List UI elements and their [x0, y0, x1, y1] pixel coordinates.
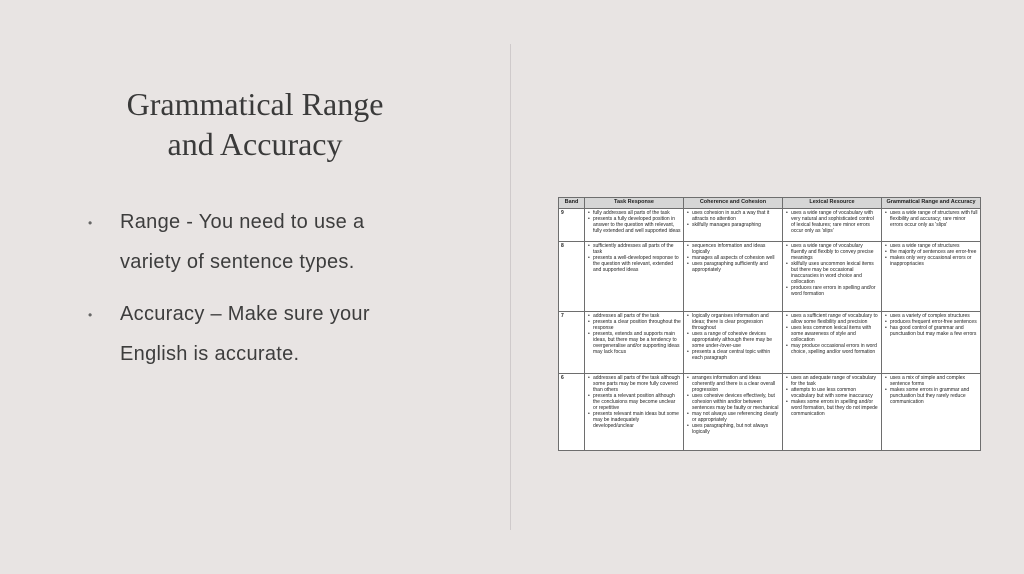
criteria-list	[785, 210, 879, 234]
criteria-list	[686, 375, 780, 435]
vertical-divider	[510, 44, 511, 530]
task-cell	[585, 209, 684, 242]
criteria-item: • arranges information and ideas coherently and there is a clear overall progression	[691, 375, 780, 393]
bullet-list	[88, 202, 418, 386]
bullet-text: Range - You need to use a variety of sentence types.	[120, 211, 365, 273]
lexical-cell	[783, 209, 882, 242]
criteria-list	[884, 313, 978, 337]
criteria-item: • uses cohesion in such a way that it attracts no attention	[691, 210, 780, 222]
criteria-item: • addresses all parts of the task	[592, 313, 681, 319]
criteria-item: • uses a wide range of structures with full flexibility and accuracy; rare minor errors occur only as 'slips'	[889, 210, 978, 228]
criteria-item: • sufficiently addresses all parts of the task	[592, 243, 681, 255]
bullet-item	[88, 202, 418, 282]
criteria-item: • presents relevant main ideas but some may be inadequately developed/unclear	[592, 411, 681, 429]
criteria-list	[686, 243, 780, 273]
header-task-response: Task Response	[585, 198, 684, 209]
criteria-list	[686, 313, 780, 361]
criteria-item: • addresses all parts of the task although some parts may be more fully covered than others	[592, 375, 681, 393]
title-line-2: and Accuracy	[167, 126, 343, 162]
band-cell: 8	[559, 242, 585, 312]
criteria-list	[587, 243, 681, 273]
band-cell: 6	[559, 373, 585, 450]
bullet-dot-icon: •	[88, 308, 93, 322]
task-cell	[585, 311, 684, 373]
bullet-item	[88, 294, 418, 374]
criteria-list	[884, 243, 978, 267]
header-lexical: Lexical Resource	[783, 198, 882, 209]
grammar-cell	[882, 242, 981, 312]
title-line-1: Grammatical Range	[126, 86, 384, 122]
criteria-item: • produces frequent error-free sentences	[889, 319, 978, 325]
criteria-list	[785, 375, 879, 417]
criteria-item: • makes only very occasional errors or inappropriacies	[889, 255, 978, 267]
criteria-list	[587, 210, 681, 234]
criteria-item: • uses cohesive devices effectively, but cohesion within and/or between sentences may be faulty or mechanical	[691, 393, 780, 411]
criteria-item: • sequences information and ideas logically	[691, 243, 780, 255]
table-row	[559, 311, 981, 373]
criteria-list	[785, 243, 879, 297]
criteria-item: • uses a wide range of vocabulary fluently and flexibly to convey precise meanings	[790, 243, 879, 261]
table-row	[559, 242, 981, 312]
criteria-item: • uses a range of cohesive devices appropriately although there may be some under-/over-use	[691, 331, 780, 349]
criteria-item: • uses paragraphing sufficiently and appropriately	[691, 261, 780, 273]
bullet-text: Accuracy – Make sure your English is accurate.	[120, 303, 370, 365]
grammar-cell	[882, 209, 981, 242]
criteria-item: • attempts to use less common vocabulary but with some inaccuracy	[790, 387, 879, 399]
slide-title	[80, 84, 430, 164]
criteria-item: • logically organises information and ideas; there is clear progression throughout	[691, 313, 780, 331]
criteria-item: • presents a relevant position although the conclusions may become unclear or repetitive	[592, 393, 681, 411]
task-cell	[585, 242, 684, 312]
rubric-table	[558, 197, 981, 451]
header-coherence: Coherence and Cohesion	[684, 198, 783, 209]
task-cell	[585, 373, 684, 450]
criteria-list	[884, 210, 978, 228]
criteria-item: • presents a fully developed position in answer to the question with relevant, fully extended and well supported ideas	[592, 216, 681, 234]
criteria-item: • uses paragraphing, but not always logically	[691, 423, 780, 435]
criteria-list	[686, 210, 780, 228]
criteria-item: • makes some errors in grammar and punctuation but they rarely reduce communication	[889, 387, 978, 405]
lexical-cell	[783, 242, 882, 312]
header-grammar: Grammatical Range and Accuracy	[882, 198, 981, 209]
lexical-cell	[783, 373, 882, 450]
criteria-item: • presents a clear position throughout the response	[592, 319, 681, 331]
criteria-item: • the majority of sentences are error-free	[889, 249, 978, 255]
grammar-cell	[882, 311, 981, 373]
criteria-list	[884, 375, 978, 405]
criteria-list	[587, 313, 681, 355]
criteria-item: • manages all aspects of cohesion well	[691, 255, 780, 261]
criteria-item: • uses a variety of complex structures	[889, 313, 978, 319]
criteria-item: • uses less common lexical items with some awareness of style and collocation	[790, 325, 879, 343]
lexical-cell	[783, 311, 882, 373]
criteria-item: • presents a clear central topic within each paragraph	[691, 349, 780, 361]
criteria-item: • has good control of grammar and punctuation but may make a few errors	[889, 325, 978, 337]
criteria-item: • fully addresses all parts of the task	[592, 210, 681, 216]
grammar-cell	[882, 373, 981, 450]
table-body	[559, 209, 981, 451]
rubric-table-image	[558, 197, 981, 451]
criteria-item: • may not always use referencing clearly or appropriately	[691, 411, 780, 423]
criteria-list	[587, 375, 681, 429]
criteria-item: • produces rare errors in spelling and/or word formation	[790, 285, 879, 297]
band-cell: 9	[559, 209, 585, 242]
table-header-row	[559, 198, 981, 209]
criteria-list	[785, 313, 879, 355]
criteria-item: • may produce occasional errors in word choice, spelling and/or word formation	[790, 343, 879, 355]
table-row	[559, 373, 981, 450]
criteria-item: • skilfully uses uncommon lexical items but there may be occasional inaccuracies in word choice and collocation	[790, 261, 879, 285]
bullet-dot-icon: •	[88, 216, 93, 230]
criteria-item: • presents, extends and supports main ideas, but there may be a tendency to overgeneralise and/or supporting ideas may lack focus	[592, 331, 681, 355]
criteria-item: • presents a well-developed response to the question with relevant, extended and supported ideas	[592, 255, 681, 273]
band-cell: 7	[559, 311, 585, 373]
criteria-item: • uses a wide range of vocabulary with very natural and sophisticated control of lexical features; rare minor errors occur only as 'slips'	[790, 210, 879, 234]
coherence-cell	[684, 209, 783, 242]
coherence-cell	[684, 311, 783, 373]
table-row	[559, 209, 981, 242]
criteria-item: • uses a wide range of structures	[889, 243, 978, 249]
criteria-item: • uses an adequate range of vocabulary for the task	[790, 375, 879, 387]
criteria-item: • uses a sufficient range of vocabulary to allow some flexibility and precision	[790, 313, 879, 325]
coherence-cell	[684, 242, 783, 312]
criteria-item: • uses a mix of simple and complex sentence forms	[889, 375, 978, 387]
header-band: Band	[559, 198, 585, 209]
coherence-cell	[684, 373, 783, 450]
criteria-item: • skilfully manages paragraphing	[691, 222, 780, 228]
criteria-item: • makes some errors in spelling and/or word formation, but they do not impede communication	[790, 399, 879, 417]
